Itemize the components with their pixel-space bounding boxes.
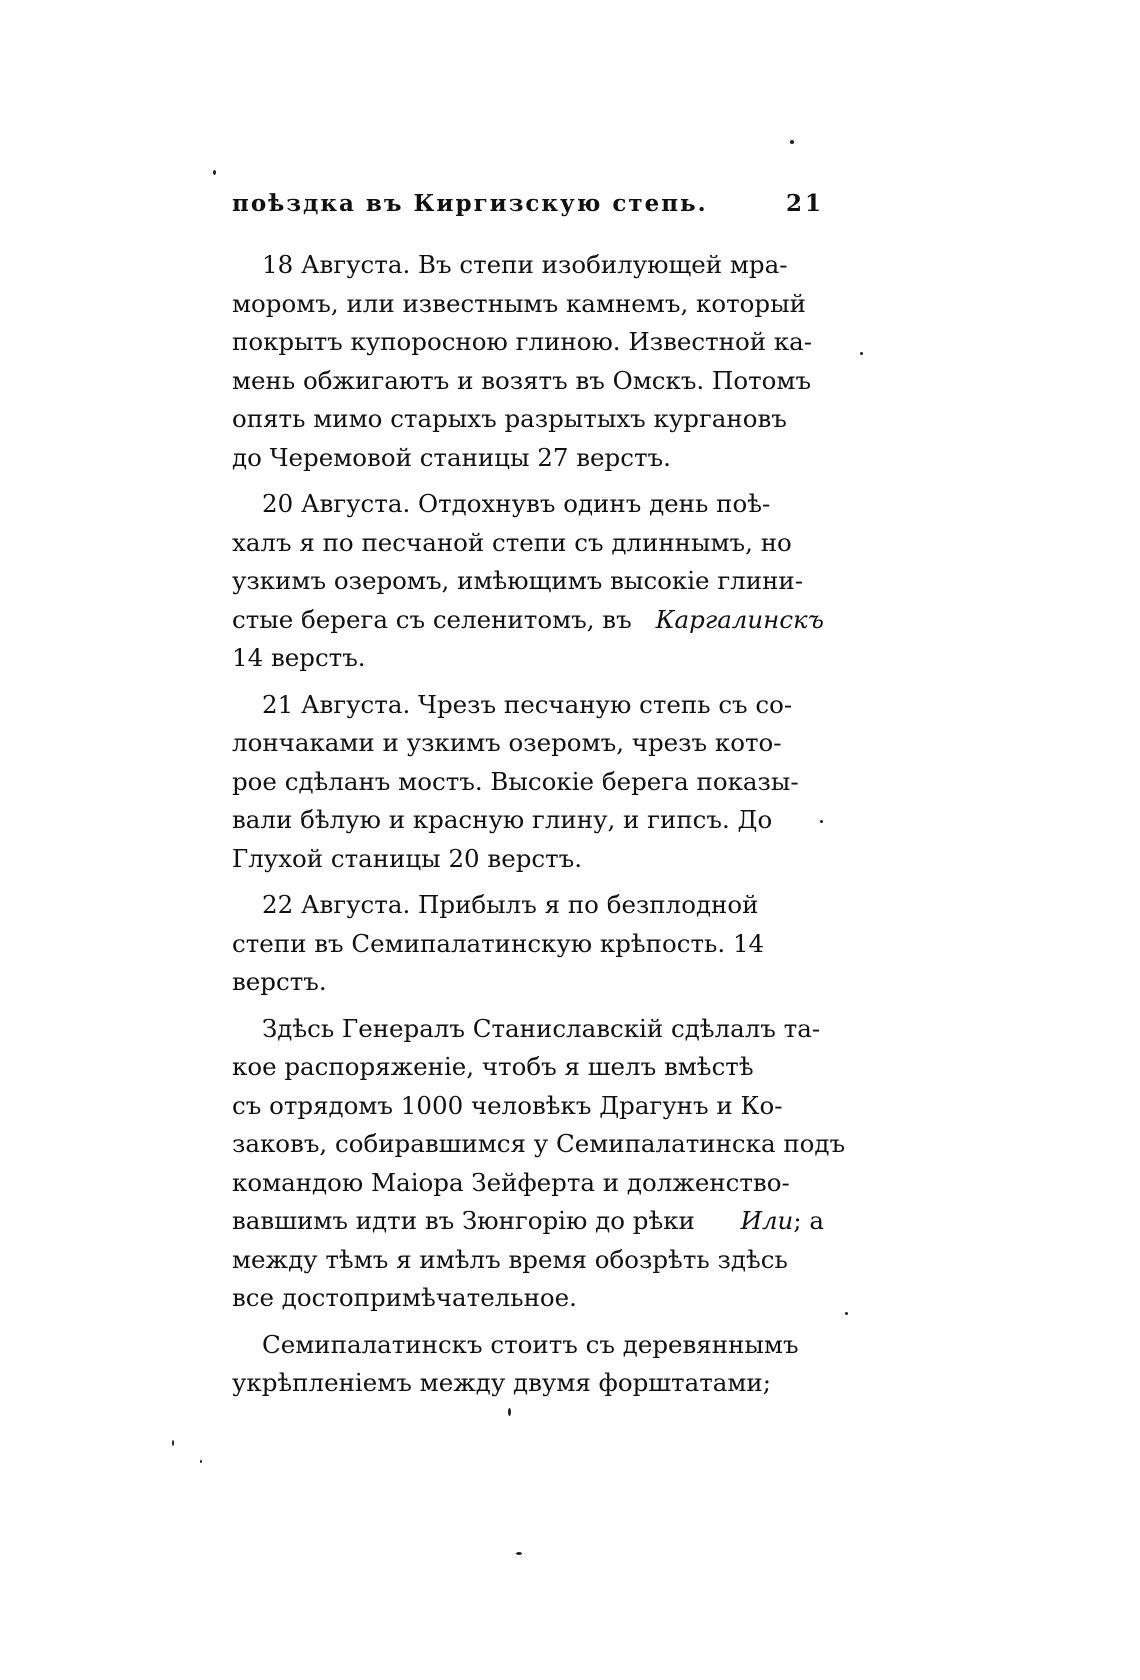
text-line: 21 Августа. Чрезъ песчаную степь съ со- <box>262 689 793 719</box>
text-line: все достопримѣчательное. <box>232 1283 577 1312</box>
text-line: заковъ, собиравшимся у Семипалатинска подъ <box>232 1129 846 1158</box>
scan-speck <box>508 1408 511 1416</box>
scan-speck <box>845 1312 848 1315</box>
text-line: съ отрядомъ 1000 человѣкъ Драгунъ и Ко- <box>232 1090 783 1120</box>
text-line: узкимъ озеромъ, имѣющимъ высокіе глини- <box>232 566 804 595</box>
text-line: 20 Августа. Отдохнувъ одинъ день поѣ- <box>262 489 771 518</box>
text-line: между тѣмъ я имѣлъ время обозрѣть здѣсь <box>232 1244 788 1274</box>
scan-speck <box>172 1440 174 1446</box>
running-header <box>232 190 824 230</box>
page-number: 21 <box>785 190 824 217</box>
text-line: вавшимъ идти въ Зюнгорію до рѣки Или; а <box>232 1206 824 1235</box>
scan-speck <box>860 352 863 355</box>
text-line: мень обжигаютъ и возятъ въ Омскъ. Потомъ <box>232 365 812 395</box>
text-line: до Черемовой станицы 27 верстъ. <box>232 442 671 472</box>
scan-speck <box>213 170 216 175</box>
text-line: Глухой станицы 20 верстъ. <box>232 843 583 873</box>
running-title: поѣздка въ Киргизскую степь. <box>232 190 708 217</box>
italic-river-name: Или <box>740 1206 794 1235</box>
text-line: кое распоряженіе, чтобъ я шелъ вмѣстѣ <box>232 1052 754 1081</box>
text-line: вали бѣлую и красную глину, и гипсъ. До <box>232 805 773 834</box>
body-text <box>232 246 846 1403</box>
text-line: покрытъ купоросною глиною. Известной ка- <box>232 327 813 356</box>
scan-speck <box>790 140 794 144</box>
scan-speck <box>200 1460 202 1463</box>
text-line: Здѣсь Генералъ Станиславскій сдѣлалъ та- <box>262 1013 821 1043</box>
text-line: степи въ Семипалатинскую крѣпость. 14 <box>232 928 765 958</box>
text-line: рое сдѣланъ мостъ. Высокіе берега показы- <box>232 766 799 796</box>
text-line: Семипалатинскъ стоитъ съ деревяннымъ <box>262 1329 799 1359</box>
text-line: опять мимо старыхъ разрытыхъ кургановъ <box>232 404 787 433</box>
scan-speck <box>516 1552 522 1555</box>
scan-speck <box>820 820 823 823</box>
text-line: укрѣпленіемъ между двумя форштатами; <box>232 1368 771 1397</box>
text-line: лончаками и узкимъ озеромъ, чрезъ кото- <box>232 728 782 757</box>
italic-place-name: Каргалинскъ <box>655 604 824 634</box>
text-line: 14 верстъ. <box>232 643 366 672</box>
text-line: моромъ, или известнымъ камнемъ, который <box>232 288 806 318</box>
text-line: халъ я по песчаной степи съ длиннымъ, но <box>232 527 792 557</box>
text-line: командою Маіора Зейферта и долженство- <box>232 1167 790 1197</box>
text-line: 18 Августа. Въ степи изобилующей мра- <box>262 250 788 279</box>
text-line: стые берега съ селенитомъ, въ Каргалинскъ <box>232 601 824 640</box>
text-line: 22 Августа. Прибылъ я по безплодной <box>262 890 759 919</box>
text-line: верстъ. <box>232 967 327 996</box>
